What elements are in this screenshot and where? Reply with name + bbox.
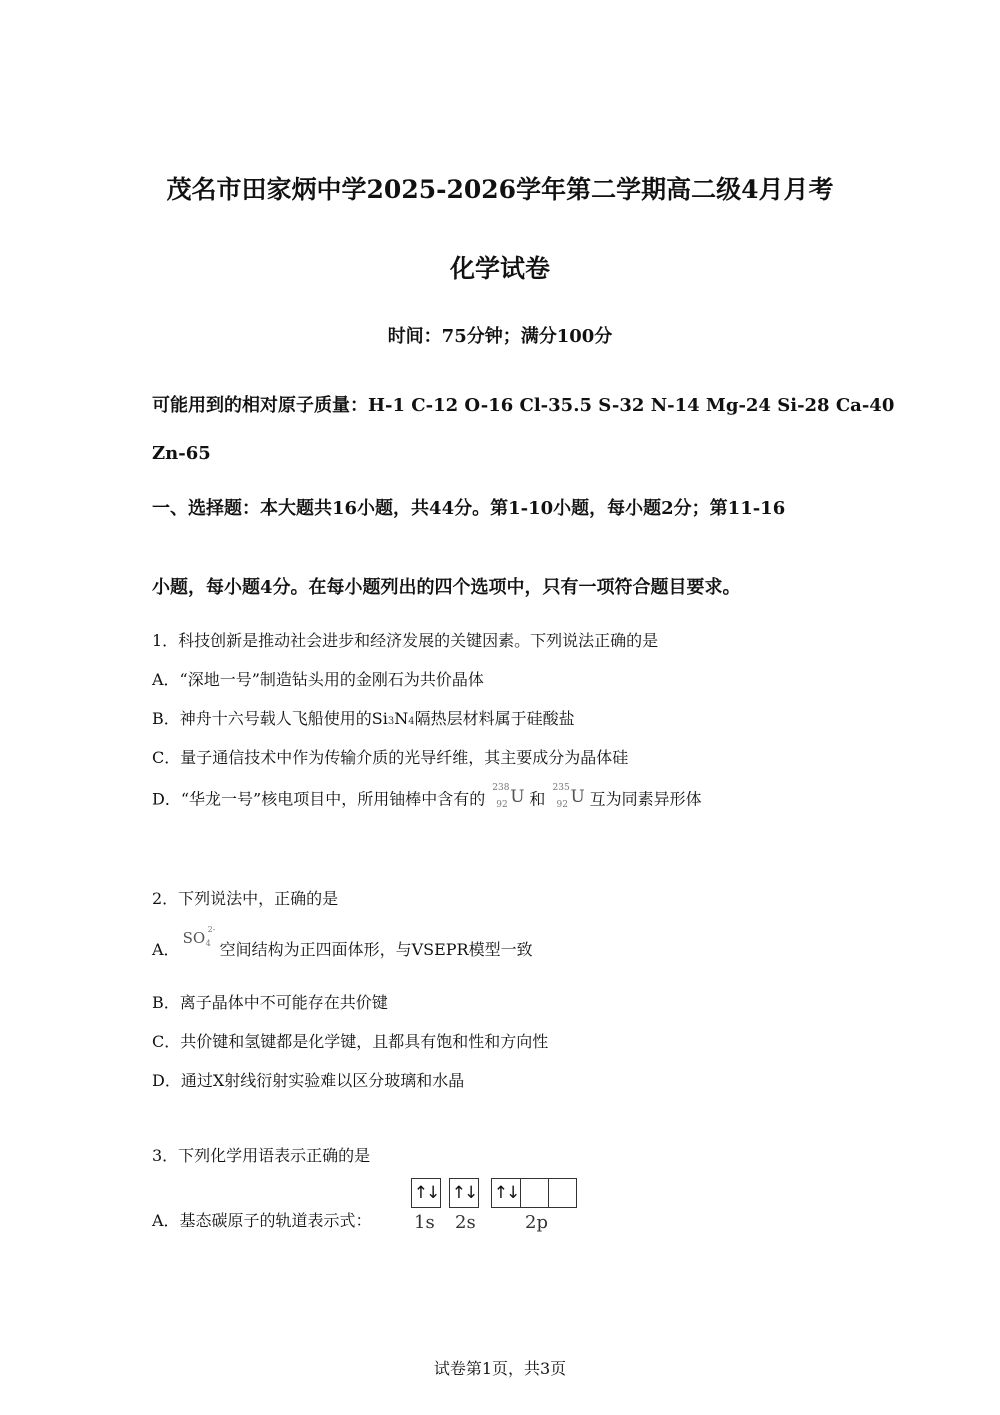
exam-title-line2: 化学试卷 xyxy=(449,254,550,283)
q1-option-b xyxy=(152,706,575,729)
u235-symbol: U xyxy=(570,787,585,807)
u238-atomic-number: 92 xyxy=(496,800,508,810)
q1-option-b-pre: B．神舟十六号载人飞船使用的 xyxy=(152,709,372,728)
u238-symbol: U xyxy=(510,787,525,807)
q1-option-a: A．“深地一号”制造钻头用的金刚石为共价晶体 xyxy=(152,670,484,689)
q2-option-d: D．通过X射线衍射实验难以区分玻璃和水晶 xyxy=(152,1071,465,1090)
orbital-box-1s xyxy=(411,1178,441,1208)
q1-option-d-mid: 和 xyxy=(529,789,546,809)
u235-atomic-number: 92 xyxy=(556,800,568,810)
section1-heading-line1: 一、选择题：本大题共16小题，共44分。第1-10小题，每小题2分；第11-16 xyxy=(152,498,786,519)
orbital-box-2s xyxy=(449,1178,479,1208)
q1-option-d-pre: D．“华龙一号”核电项目中，所用铀棒中含有的 xyxy=(152,789,486,809)
orbital-1s-arrows: ↑↓ xyxy=(413,1183,439,1203)
q2-option-c: C．共价键和氢键都是化学键，且都具有饱和性和方向性 xyxy=(152,1032,549,1051)
orbital-2s-arrows: ↑↓ xyxy=(451,1183,477,1203)
page-footer: 试卷第1页，共3页 xyxy=(433,1359,567,1378)
q1-option-c: C．量子通信技术中作为传输介质的光导纤维，其主要成分为晶体硅 xyxy=(152,748,629,767)
sulfate-charge: 2- xyxy=(207,925,216,934)
atomic-mass-line1: 可能用到的相对原子质量：H-1 C-12 O-16 Cl-35.5 S-32 N-14 Mg-24 Si-28 Ca-40 xyxy=(152,395,895,416)
sulfate-ion xyxy=(180,925,220,953)
orbital-label-2s: 2s xyxy=(455,1212,476,1233)
formula-n: N xyxy=(394,709,409,728)
u235-mass: 235 xyxy=(552,783,570,793)
orbital-2p-cell-2 xyxy=(520,1179,548,1207)
q2-option-a-pre: A． xyxy=(152,940,180,959)
q1-stem: 1．科技创新是推动社会进步和经济发展的关键因素。下列说法正确的是 xyxy=(152,631,659,650)
q1-option-b-post: 隔热层材料属于硅酸盐 xyxy=(414,709,575,728)
formula-si: Si xyxy=(371,709,388,728)
q1-option-d-post: 互为同素异形体 xyxy=(589,789,702,809)
sulfate-symbol: SO xyxy=(182,929,206,947)
q2-option-a xyxy=(152,925,533,960)
orbital-box-2p xyxy=(491,1178,577,1208)
q2-option-b: B．离子晶体中不可能存在共价键 xyxy=(152,993,388,1012)
section1-heading-line2: 小题，每小题4分。在每小题列出的四个选项中，只有一项符合题目要求。 xyxy=(152,577,741,598)
formula-n-sub: 4 xyxy=(408,716,415,727)
q2-option-a-post: 空间结构为正四面体形，与VSEPR模型一致 xyxy=(219,940,533,959)
sulfate-subscript: 4 xyxy=(205,939,211,948)
orbital-2p-cell-3 xyxy=(548,1179,576,1207)
orbital-label-1s: 1s xyxy=(414,1212,435,1233)
q1-option-d xyxy=(152,783,702,813)
orbital-2p-cell-1: ↑↓ xyxy=(493,1183,519,1203)
q3-option-a: A．基态碳原子的轨道表示式： xyxy=(152,1211,372,1230)
nuclide-u238 xyxy=(492,783,525,813)
time-info: 时间：75分钟；满分100分 xyxy=(387,326,613,347)
orbital-label-2p: 2p xyxy=(525,1212,548,1233)
exam-title-line1: 茂名市田家炳中学2025-2026学年第二学期高二级4月月考 xyxy=(166,175,834,204)
atomic-mass-line2: Zn-65 xyxy=(152,443,211,464)
nuclide-u235 xyxy=(553,783,583,813)
formula-si-sub: 3 xyxy=(387,716,395,727)
q3-stem: 3．下列化学用语表示正确的是 xyxy=(152,1146,371,1165)
q2-stem: 2．下列说法中，正确的是 xyxy=(152,889,339,908)
u238-mass: 238 xyxy=(492,783,510,793)
